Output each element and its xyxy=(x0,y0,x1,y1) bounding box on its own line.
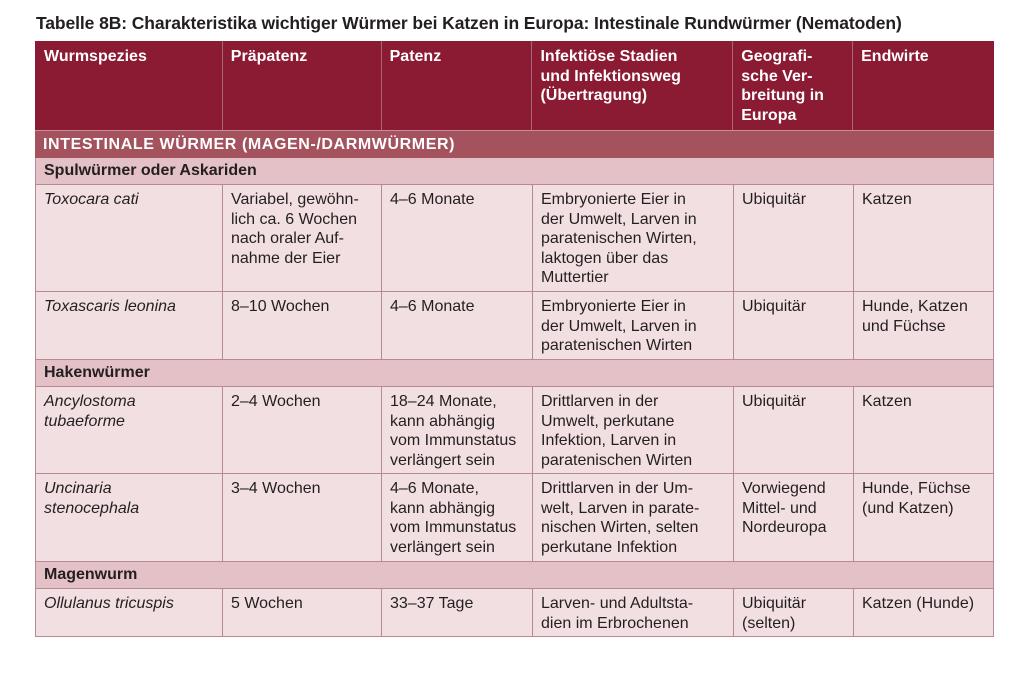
table-row xyxy=(35,185,994,292)
cell-prepatency: 3–4 Wochen xyxy=(223,474,382,561)
column-header-patency: Patenz xyxy=(382,41,533,130)
table-row xyxy=(35,589,994,637)
table-row xyxy=(35,292,994,360)
cell-hosts: Katzen xyxy=(862,393,912,410)
group-hookworms: Hakenwürmer xyxy=(35,360,994,387)
cell-species: Toxascaris leonina xyxy=(36,292,223,359)
cell-distribution: Ubiquitär xyxy=(734,387,854,473)
cell-patency: 33–37 Tage xyxy=(382,589,533,636)
cell-infection: Embryonierte Eier in der Umwelt, Larven in paratenischen Wirten, laktogen über das Muttertier xyxy=(533,185,734,291)
cell-prepatency: 5 Wochen xyxy=(223,589,382,636)
cell-patency: 4–6 Monate xyxy=(382,185,533,291)
cell-patency: 4–6 Monate xyxy=(382,292,533,359)
column-header-prepatency: Präpatenz xyxy=(223,41,382,130)
group-stomach-worm: Magenwurm xyxy=(35,562,994,589)
cell-prepatency: 2–4 Wochen xyxy=(223,387,382,473)
nematode-table xyxy=(35,41,994,637)
group-roundworms: Spulwürmer oder Askariden xyxy=(35,158,994,185)
cell-hosts: Hunde, Katzen und Füchse xyxy=(862,298,968,335)
table-row xyxy=(35,387,994,474)
section-intestinal-worms: INTESTINALE WÜRMER (MAGEN-/DARMWÜRMER) xyxy=(35,130,994,158)
cell-hosts: Katzen (Hunde) xyxy=(862,595,975,612)
cell-hosts: Hunde, Füchse (und Katzen) xyxy=(862,480,971,517)
cell-prepatency: 8–10 Wochen xyxy=(223,292,382,359)
column-header-distribution: Geografi- sche Ver- breitung in Europa xyxy=(733,41,853,130)
cell-prepatency: Variabel, gewöhn- lich ca. 6 Wochen nach oraler Auf- nahme der Eier xyxy=(223,185,382,291)
cell-distribution: Ubiquitär (selten) xyxy=(734,589,854,636)
cell-species: Uncinaria stenocephala xyxy=(36,474,223,561)
table-header xyxy=(35,41,994,130)
cell-distribution: Vorwiegend Mittel- und Nordeuropa xyxy=(734,474,854,561)
cell-distribution: Ubiquitär xyxy=(734,292,854,359)
cell-species: Ancylostoma tubaeforme xyxy=(36,387,223,473)
cell-species: Ollulanus tricuspis xyxy=(36,589,223,636)
cell-distribution: Ubiquitär xyxy=(734,185,854,291)
cell-patency: 4–6 Monate, kann abhängig vom Immunstatus verlängert sein xyxy=(382,474,533,561)
cell-infection: Drittlarven in der Umwelt, perkutane Infektion, Larven in paratenischen Wirten xyxy=(533,387,734,473)
cell-infection: Larven- und Adultsta- dien im Erbrochenen xyxy=(533,589,734,636)
column-header-infection: Infektiöse Stadien und Infektionsweg (Übertragung) xyxy=(532,41,733,130)
cell-infection: Embryonierte Eier in der Umwelt, Larven in paratenischen Wirten xyxy=(533,292,734,359)
cell-hosts: Katzen xyxy=(862,191,912,208)
column-header-species: Wurmspezies xyxy=(36,41,223,130)
table-title: Tabelle 8B: Charakteristika wichtiger Würmer bei Katzen in Europa: Intestinale Rundwürmer (Nematoden) xyxy=(36,13,902,33)
cell-infection: Drittlarven in der Um- welt, Larven in parate- nischen Wirten, selten perkutane Infektion xyxy=(533,474,734,561)
cell-species: Toxocara cati xyxy=(36,185,223,291)
column-header-hosts: Endwirte xyxy=(861,48,929,65)
table-row xyxy=(35,474,994,562)
cell-patency: 18–24 Monate, kann abhängig vom Immunstatus verlängert sein xyxy=(382,387,533,473)
